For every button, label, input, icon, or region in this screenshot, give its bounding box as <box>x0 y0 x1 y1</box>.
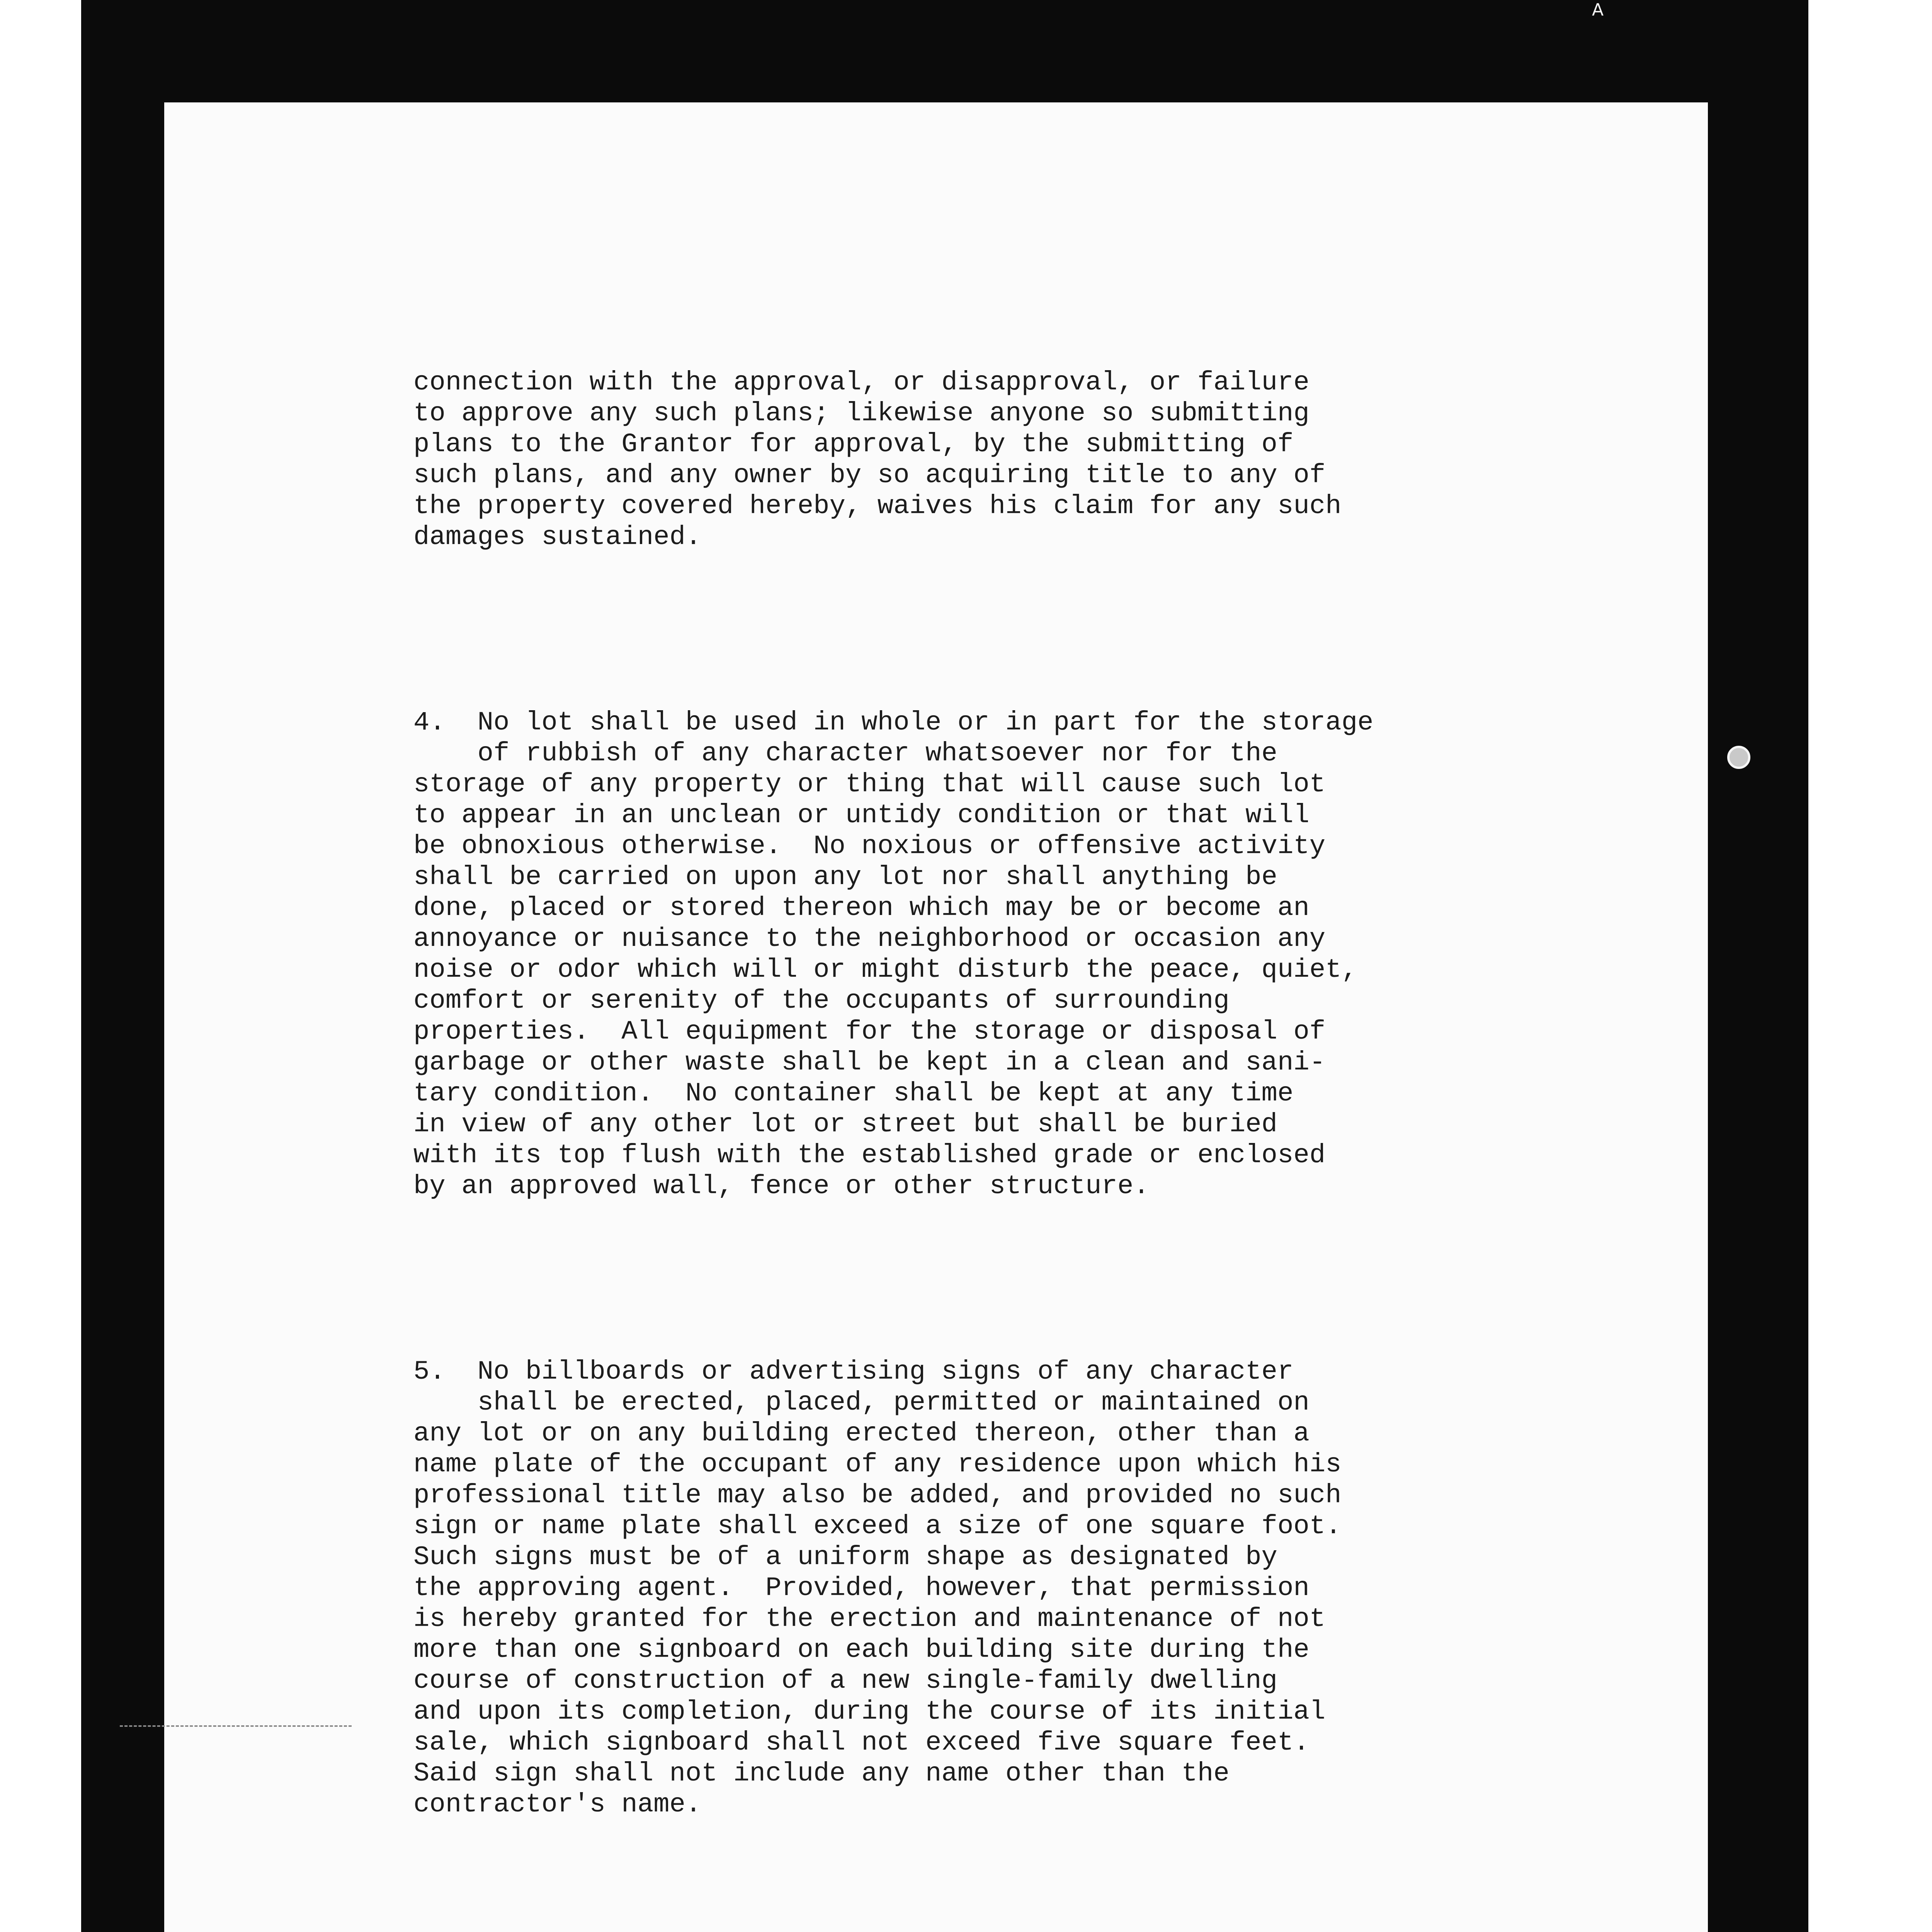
text-line: Such signs must be of a uniform shape as designated by <box>413 1542 1277 1572</box>
text-line: storage of any property or thing that will cause such lot <box>413 769 1326 799</box>
text-line: be obnoxious otherwise. No noxious or offensive activity <box>413 831 1326 861</box>
text-line: with its top flush with the established grade or enclosed <box>413 1140 1326 1170</box>
text-line: and upon its completion, during the course of its initial <box>413 1697 1326 1727</box>
corner-mark: A <box>1592 0 1604 20</box>
paragraph-continuation <box>413 367 1580 553</box>
text-line: 4. No lot shall be used in whole or in part for the storage <box>413 707 1374 738</box>
text-line: to approve any such plans; likewise anyone so submitting <box>413 398 1310 429</box>
text-line: sign or name plate shall exceed a size of one square foot. <box>413 1511 1342 1541</box>
document-body <box>413 305 1580 1932</box>
text-line: shall be erected, placed, permitted or maintained on <box>413 1388 1310 1418</box>
text-line: garbage or other waste shall be kept in a clean and sani- <box>413 1048 1326 1078</box>
text-line: the property covered hereby, waives his claim for any such <box>413 491 1342 521</box>
text-line: of rubbish of any character whatsoever nor for the <box>413 738 1277 769</box>
text-line: to appear in an unclean or untidy condition or that will <box>413 800 1310 830</box>
text-line: sale, which signboard shall not exceed five square feet. <box>413 1728 1310 1758</box>
text-line: annoyance or nuisance to the neighborhood or occasion any <box>413 924 1326 954</box>
text-line: name plate of the occupant of any residence upon which his <box>413 1449 1342 1480</box>
text-line: done, placed or stored thereon which may be or become an <box>413 893 1310 923</box>
text-line: professional title may also be added, and provided no such <box>413 1480 1342 1510</box>
text-line: Said sign shall not include any name other than the <box>413 1759 1230 1789</box>
text-line: connection with the approval, or disapproval, or failure <box>413 367 1310 398</box>
binding-hole <box>1727 746 1750 769</box>
text-line: tary condition. No container shall be kept at any time <box>413 1078 1294 1109</box>
text-line: shall be carried on upon any lot nor shall anything be <box>413 862 1277 892</box>
text-line: in view of any other lot or street but shall be buried <box>413 1109 1277 1139</box>
paragraph-section-4 <box>413 707 1580 1202</box>
text-line: the approving agent. Provided, however, that permission <box>413 1573 1310 1603</box>
paragraph-section-5 <box>413 1356 1580 1820</box>
text-line: by an approved wall, fence or other structure. <box>413 1171 1150 1201</box>
text-line: course of construction of a new single-family dwelling <box>413 1666 1277 1696</box>
text-line: more than one signboard on each building site during the <box>413 1635 1310 1665</box>
text-line: contractor's name. <box>413 1789 702 1820</box>
text-line: comfort or serenity of the occupants of surrounding <box>413 986 1230 1016</box>
text-line: such plans, and any owner by so acquiring title to any of <box>413 460 1326 490</box>
text-line: 5. No billboards or advertising signs of any character <box>413 1357 1294 1387</box>
margin-dash <box>120 1725 352 1727</box>
text-line: properties. All equipment for the storage or disposal of <box>413 1017 1326 1047</box>
text-line: noise or odor which will or might disturb the peace, quiet, <box>413 955 1357 985</box>
text-line: any lot or on any building erected thereon, other than a <box>413 1418 1310 1449</box>
text-line: plans to the Grantor for approval, by the submitting of <box>413 429 1294 459</box>
text-line: is hereby granted for the erection and maintenance of not <box>413 1604 1326 1634</box>
text-line: damages sustained. <box>413 522 702 552</box>
